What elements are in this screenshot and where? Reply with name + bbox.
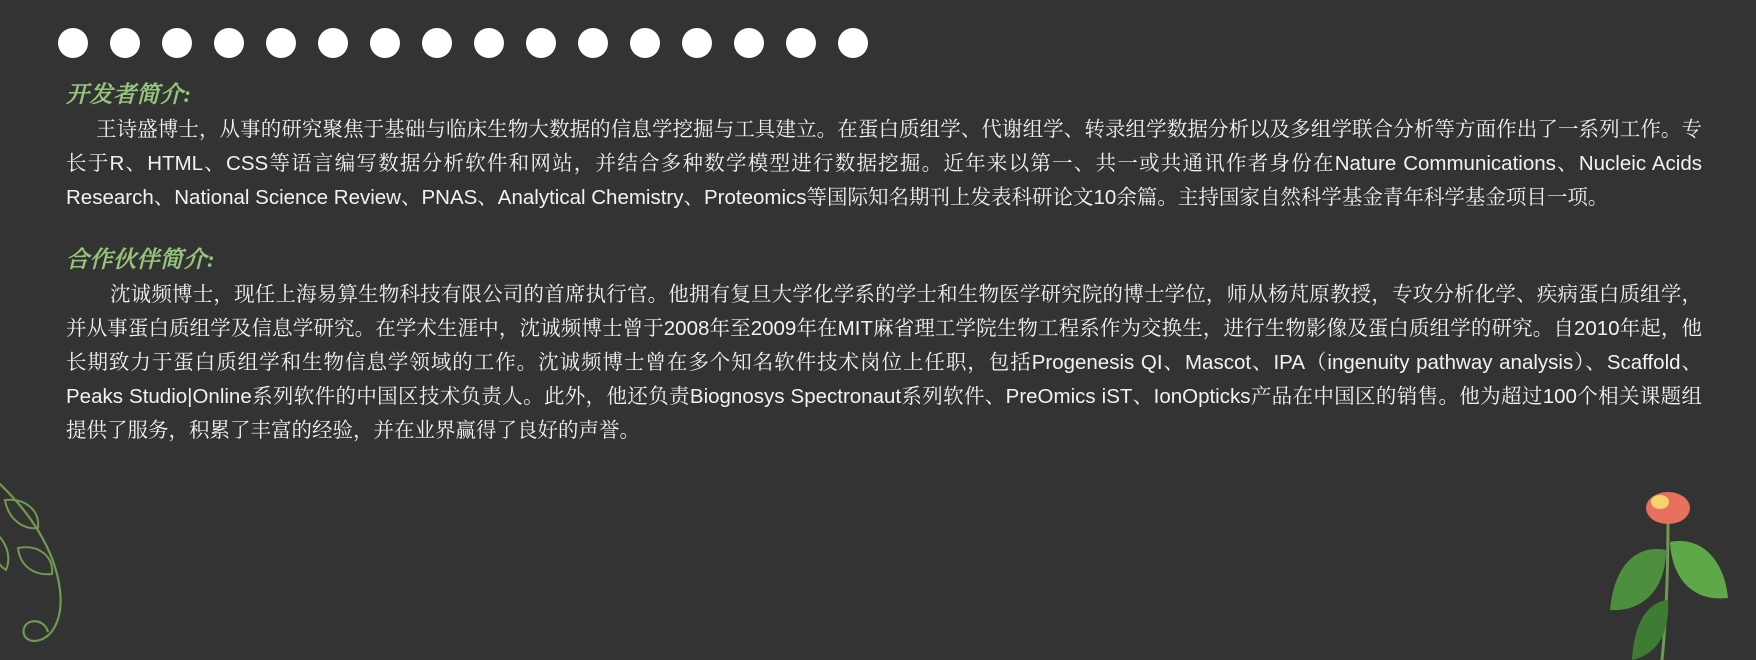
dot-icon bbox=[682, 28, 712, 58]
dot-icon bbox=[578, 28, 608, 58]
slide-content bbox=[58, 76, 1708, 448]
dot-icon bbox=[422, 28, 452, 58]
dot-icon bbox=[838, 28, 868, 58]
dot-icon bbox=[110, 28, 140, 58]
dot-icon bbox=[58, 28, 88, 58]
dot-icon bbox=[630, 28, 660, 58]
vine-leaf-decoration-icon bbox=[0, 470, 130, 660]
dot-icon bbox=[214, 28, 244, 58]
flower-leaf-decoration-icon bbox=[1596, 470, 1746, 660]
dot-icon bbox=[526, 28, 556, 58]
dot-row-decoration bbox=[58, 28, 868, 58]
dot-icon bbox=[786, 28, 816, 58]
section-title-developer: 开发者简介: bbox=[66, 82, 192, 107]
dot-icon bbox=[474, 28, 504, 58]
dot-icon bbox=[318, 28, 348, 58]
section-body-developer: 王诗盛博士，从事的研究聚焦于基础与临床生物大数据的信息学挖掘与工具建立。在蛋白质组学、代谢组学、转录组学数据分析以及多组学联合分析等方面作出了一系列工作。专长于R、HTML、CSS等语言编写数据分析软件和网站，并结合多种数学模型进行数据挖掘。近年来以第一、共一或共通讯作者身份在Nature Communications、Nucleic Acids Research、National Science Review、PNAS、Analytical Chemistry、Proteomics等国际知名期刊上发表科研论文10余篇。主持国家自然科学基金青年科学基金项目一项。 bbox=[66, 118, 1702, 209]
dot-icon bbox=[162, 28, 192, 58]
section-body-partner: 沈诚频博士，现任上海易算生物科技有限公司的首席执行官。他拥有复旦大学化学系的学士和生物医学研究院的博士学位，师从杨芃原教授，专攻分析化学、疾病蛋白质组学，并从事蛋白质组学及信息学研究。在学术生涯中，沈诚频博士曾于2008年至2009年在MIT麻省理工学院生物工程系作为交换生，进行生物影像及蛋白质组学的研究。自2010年起，他长期致力于蛋白质组学和生物信息学领域的工作。沈诚频博士曾在多个知名软件技术岗位上任职，包括Progenesis QI、Mascot、IPA（ingenuity pathway analysis）、Scaffold、Peaks Studio|Online系列软件的中国区技术负责人。此外，他还负责Biognosys Spectronaut系列软件、PreOmics iST、IonOpticks产品在中国区的销售。他为超过100个相关课题组提供了服务，积累了丰富的经验，并在业界赢得了良好的声誉。 bbox=[66, 283, 1702, 442]
dot-icon bbox=[266, 28, 296, 58]
dot-icon bbox=[734, 28, 764, 58]
dot-icon bbox=[370, 28, 400, 58]
section-title-partner: 合作伙伴简介: bbox=[66, 247, 216, 272]
